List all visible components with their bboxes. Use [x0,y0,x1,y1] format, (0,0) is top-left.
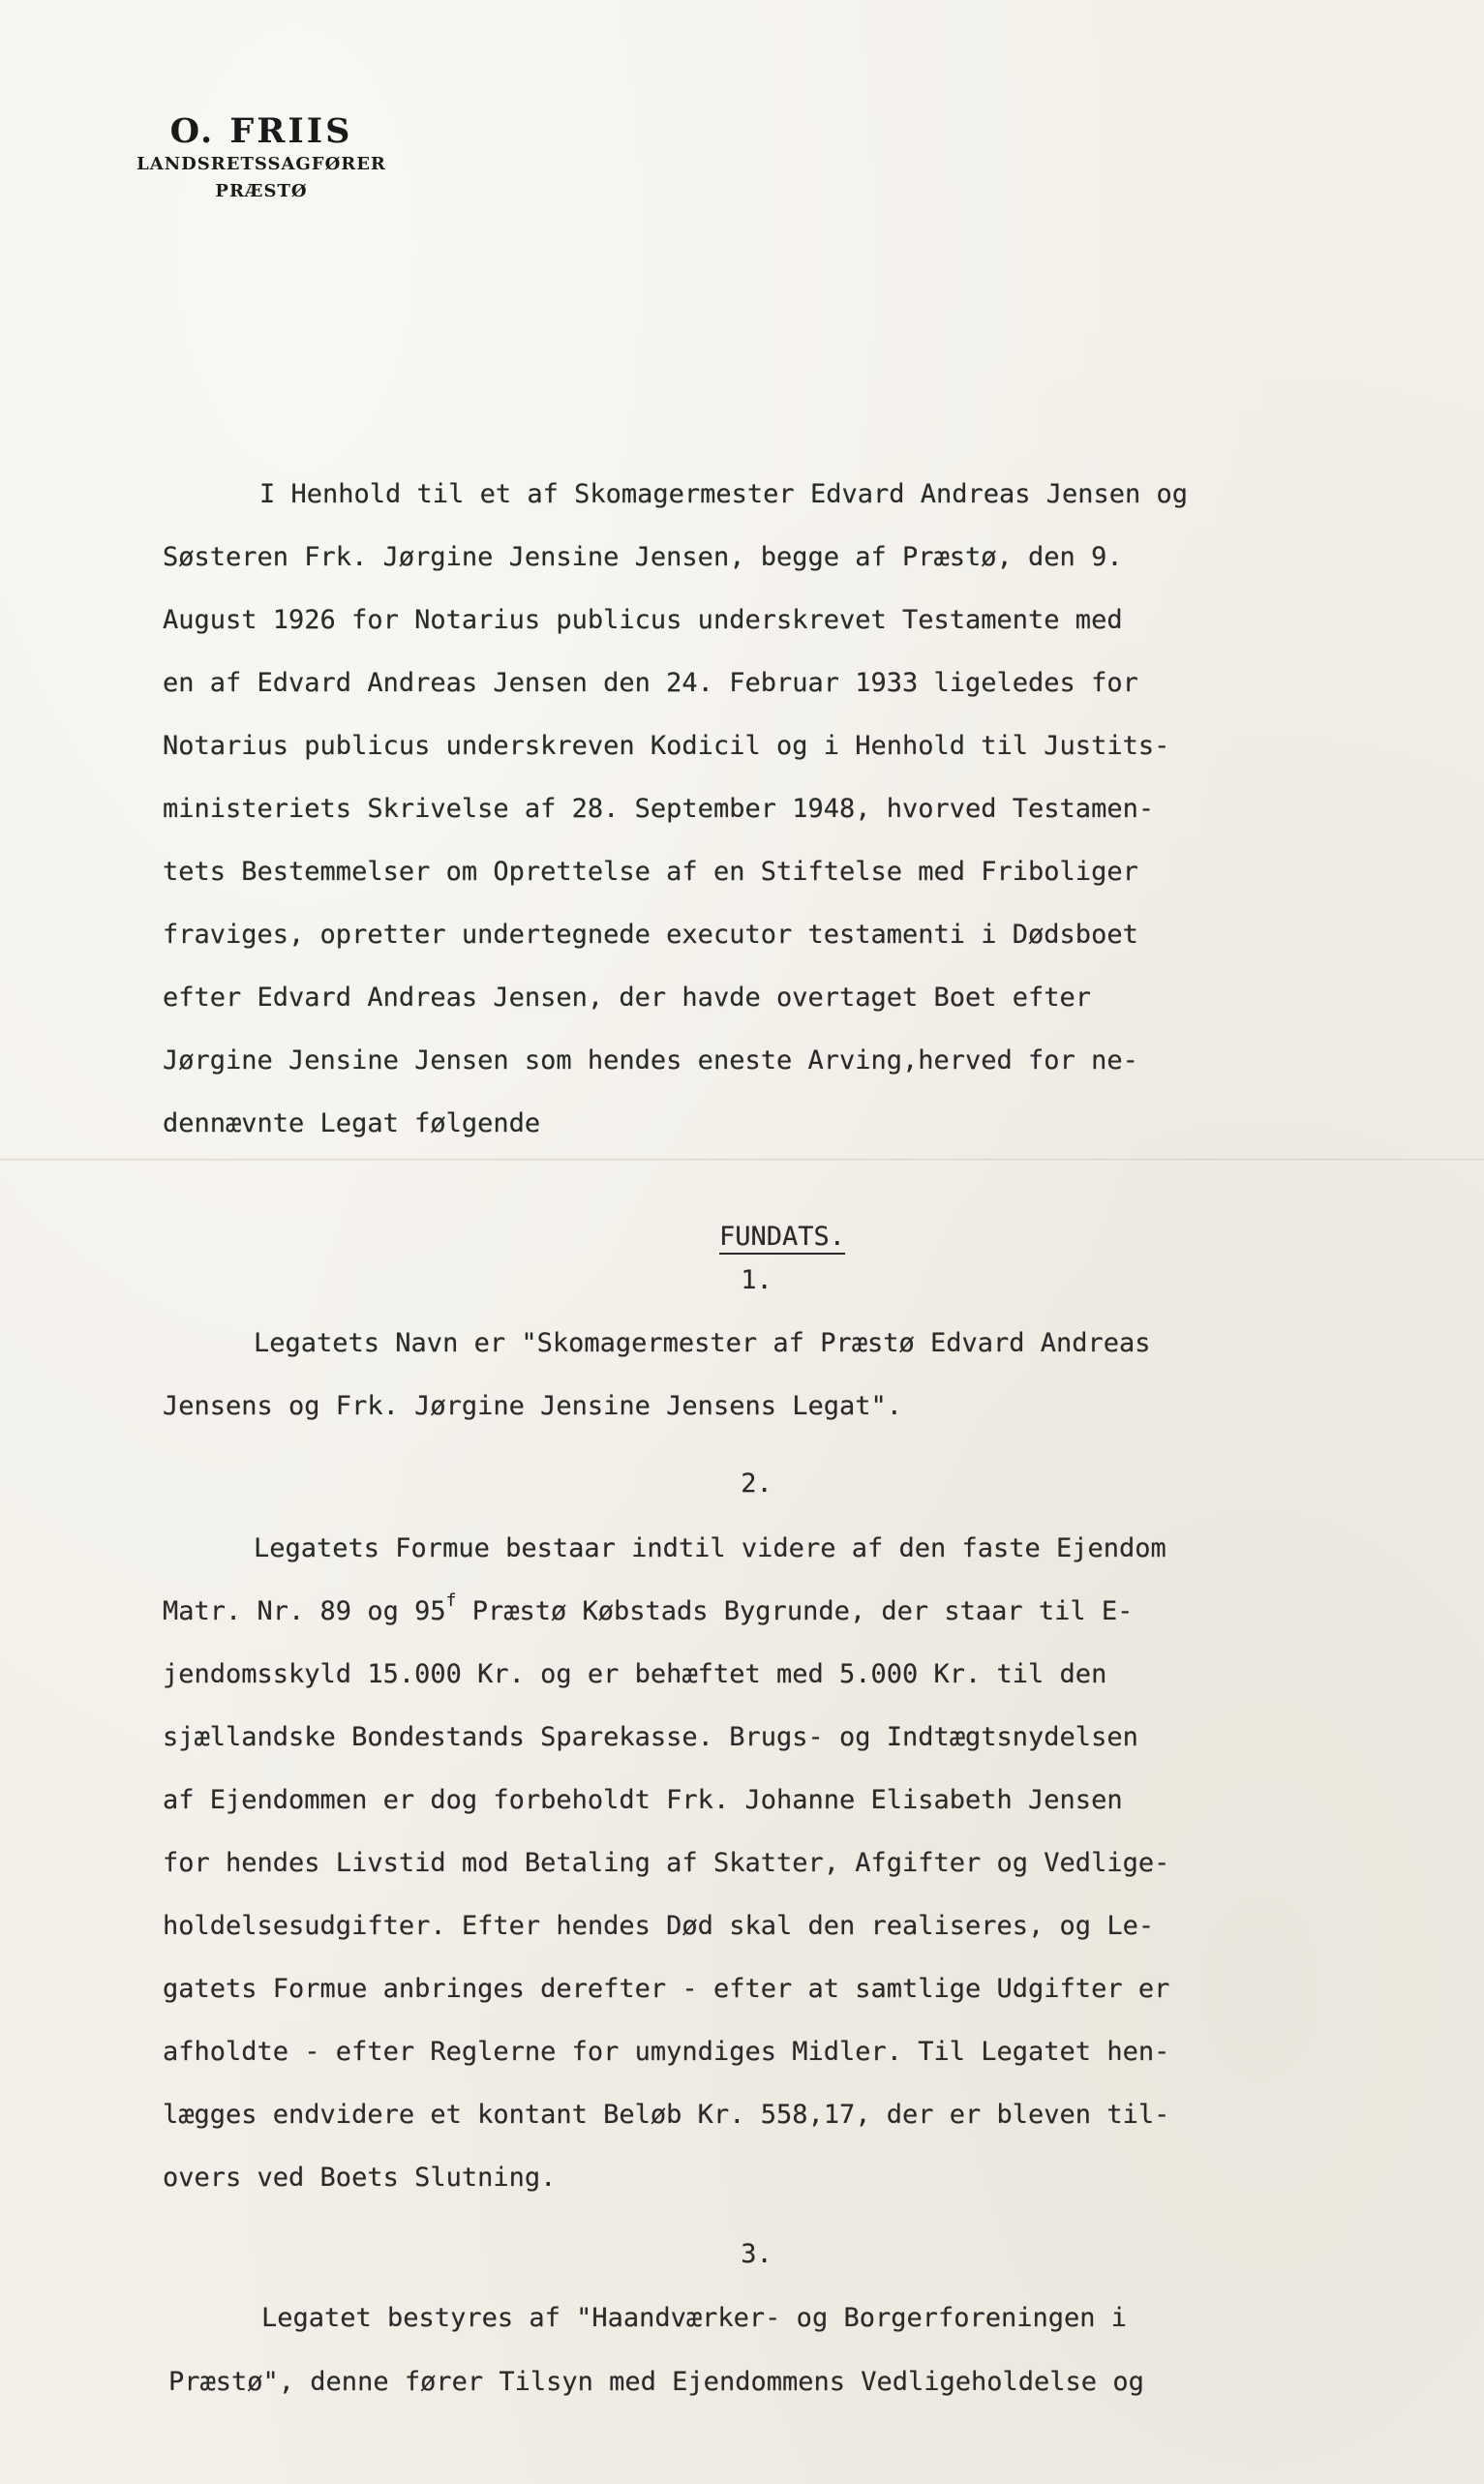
letterhead-name: O. FRIIS [169,111,353,151]
section-2-line: jendomsskyld 15.000 Kr. og er behæftet med 5.000 Kr. til den [163,1659,1107,1689]
intro-line: dennævnte Legat følgende [163,1108,541,1138]
section-1-line: Legatets Navn er "Skomagermester af Præstø Edvard Andreas [254,1328,1151,1358]
superscript-f: f [445,1590,457,1611]
section-2-text: Præstø Købstads Bygrunde, der staar til E- [456,1596,1134,1626]
intro-line: Søsteren Frk. Jørgine Jensine Jensen, begge af Præstø, den 9. [163,542,1123,572]
section-2-line: holdelsesudgifter. Efter hendes Død skal den realiseres, og Le- [163,1911,1155,1941]
intro-line: I Henhold til et af Skomagermester Edvard Andreas Jensen og [259,479,1189,509]
section-2-line: afholdte - efter Reglerne for umyndiges Midler. Til Legatet hen- [163,2037,1170,2067]
section-2-line: sjællandske Bondestands Sparekasse. Brugs- og Indtægtsnydelsen [163,1722,1138,1752]
section-2-line: af Ejendommen er dog forbeholdt Frk. Johanne Elisabeth Jensen [163,1785,1123,1815]
intro-line: en af Edvard Andreas Jensen den 24. Februar 1933 ligeledes for [163,668,1138,698]
section-2-line-with-superscript [163,1590,1134,1628]
intro-line: Jørgine Jensine Jensen som hendes eneste Arving,herved for ne- [163,1045,1138,1075]
intro-line: efter Edvard Andreas Jensen, der havde overtaget Boet efter [163,983,1092,1013]
letterhead-title: LANDSRETSSAGFØRER [136,154,386,174]
letterhead [97,112,426,205]
section-2-text: Matr. Nr. 89 og 95 [163,1596,446,1626]
section-3-line: Præstø", denne fører Tilsyn med Ejendommens Vedligeholdelse og [168,2367,1144,2397]
section-1-number: 1. [741,1265,772,1295]
section-2-line: overs ved Boets Slutning. [163,2163,557,2193]
intro-line: August 1926 for Notarius publicus underskrevet Testamente med [163,605,1123,635]
intro-line: ministeriets Skrivelse af 28. September 1948, hvorved Testamen- [163,794,1155,824]
fundats-heading: FUNDATS. [718,1222,846,1252]
section-3-line: Legatet bestyres af "Haandværker- og Borgerforeningen i [261,2303,1128,2333]
paper-fold-crease [0,1158,1484,1162]
section-1-line: Jensens og Frk. Jørgine Jensine Jensens Legat". [163,1391,903,1421]
intro-line: fraviges, opretter undertegnede executor testamenti i Dødsboet [163,920,1138,950]
intro-line: Notarius publicus underskreven Kodicil og i Henhold til Justits- [163,731,1170,761]
section-2-line: lægges endvidere et kontant Beløb Kr. 558,17, der er bleven til- [163,2100,1170,2130]
section-2-number: 2. [741,1469,772,1499]
section-3-number: 3. [741,2239,772,2269]
intro-line: tets Bestemmelser om Oprettelse af en Stiftelse med Friboliger [163,857,1138,887]
section-2-line: gatets Formue anbringes derefter - efter at samtlige Udgifter er [163,1974,1170,2004]
section-2-line: Legatets Formue bestaar indtil videre af den faste Ejendom [254,1533,1166,1563]
letterhead-city: PRÆSTØ [215,181,308,201]
section-2-line: for hendes Livstid mod Betaling af Skatter, Afgifter og Vedlige- [163,1848,1170,1878]
